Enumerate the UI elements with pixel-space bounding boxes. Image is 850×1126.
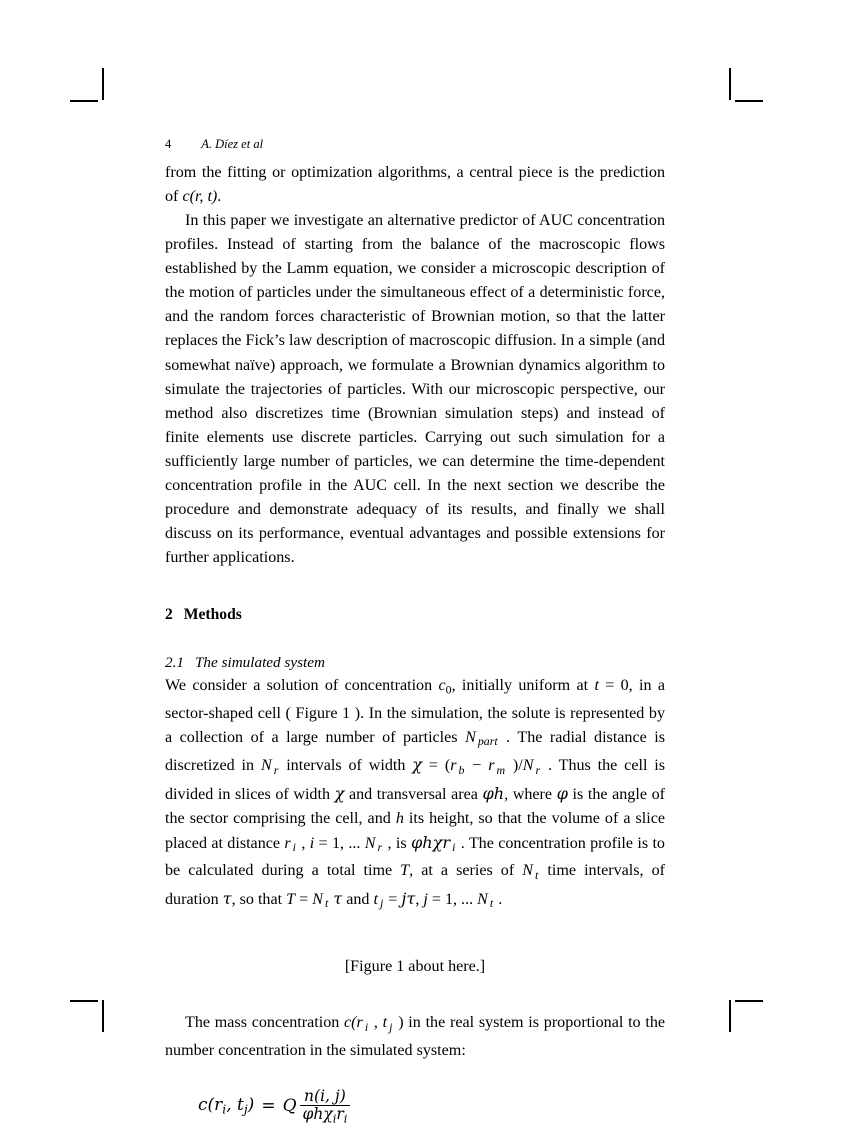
inline-math-r: r [488, 757, 495, 775]
inline-math-t: t [373, 890, 378, 908]
inline-math-r: r [284, 834, 291, 852]
text-run: , so that [231, 890, 287, 908]
text-run: intervals of width [279, 757, 413, 775]
text-run: its height, so that the volume of a slice placed at distance [165, 809, 665, 852]
crop-mark-top-right [729, 68, 763, 102]
text-run: , at a series of [409, 862, 523, 880]
inline-math-N: N [260, 757, 272, 775]
text-run: . [494, 890, 503, 908]
inline-math-tau: τ [222, 888, 232, 908]
crop-mark-vertical-rule [102, 68, 104, 100]
inline-math-N: N [465, 728, 476, 746]
figure-placeholder-note: [Figure 1 about here.] [344, 958, 486, 976]
text-run: and [342, 890, 374, 908]
paragraph-continuation-period: . [217, 187, 222, 205]
equation-r-subscript-i: i [222, 1103, 227, 1118]
text-run: − [465, 757, 489, 775]
equation-equals-sign: = [261, 1096, 276, 1117]
text-run: = 1, ... [427, 890, 478, 908]
text-run: , [369, 1014, 383, 1032]
inline-math-t-subscript-j: j [389, 1019, 393, 1034]
inline-math-t: t [382, 1014, 388, 1032]
text-run: = [295, 890, 313, 908]
subsection-heading-simulated-system [165, 652, 665, 674]
crop-mark-vertical-rule [729, 68, 731, 100]
text-run: , [296, 834, 310, 852]
inline-math-T: T [286, 890, 296, 908]
text-run: . The concentration profile is to be calculated during a total time [165, 834, 665, 880]
equation-r: r [214, 1095, 223, 1116]
equation-denominator-phi-h-chi: φhχ [302, 1105, 333, 1124]
subsection-title: The simulated system [194, 654, 325, 672]
section-title: Methods [183, 606, 242, 624]
inline-math-N: N [477, 890, 488, 908]
text-run: = 0, in a sector-shaped cell ( Figure 1 ). In the simulation, the solute is represented by a collection of a large number of particles [165, 677, 666, 746]
paragraph-mass-concentration [165, 1011, 665, 1063]
page-content [165, 138, 665, 1125]
crop-mark-bottom-right [729, 1000, 763, 1034]
crop-mark-horizontal-rule [70, 100, 98, 102]
text-run: )/ [506, 757, 523, 775]
running-head-authors: A. Díez et al [201, 137, 264, 151]
equation-numerator: n(i, j) [304, 1086, 346, 1105]
inline-math-j-tau: jτ [401, 888, 416, 908]
inline-math-r-subscript-i: i [452, 840, 456, 855]
inline-math-T: T [400, 862, 410, 880]
running-head [165, 138, 665, 152]
equation-c-open: c( [198, 1095, 215, 1116]
text-run: = 1, ... [314, 834, 365, 852]
paragraph-intro-summary: In this paper we investigate an alternative predictor of AUC concentration profiles. Instead of starting from the balance of the macroscopic flows established by the Lamm equation, we consider a microscopic description of the motion of particles under the simultaneous effect of a deterministic force, and the random forces characteristic of Brownian motion, so that the latter replaces the Fick’s law description of macroscopic diffusion. In a simple (and somewhat naïve) approach, we formulate a Brownian dynamics algorithm to simulate the trajectories of particles. With our microscopic perspective, our method also discretizes time (Brownian simulation steps) and instead of finite elements use discrete particles. Carrying out such simulation for a sufficiently large number of particles, we can determine the time-dependent concentration profile in the AUC cell. In the next section we describe the procedure and demonstrate adequacy of its results, and finally we shall discuss on its performance, eventual advantages and possible extensions for further applications. [165, 211, 665, 567]
inline-math-t: t [594, 677, 599, 695]
crop-mark-horizontal-rule [735, 100, 763, 102]
inline-math-N-subscript-t: t [535, 867, 539, 882]
inline-math-N-subscript-t: t [324, 896, 329, 911]
equation-fraction [300, 1086, 351, 1126]
inline-math-N: N [522, 862, 534, 880]
inline-math-j: j [423, 890, 428, 908]
section-number: 2 [165, 606, 173, 624]
inline-math-phi-h: φh [482, 783, 505, 803]
text-run: ) in the real system is proportional to the number concentration in the simulated system: [165, 1014, 666, 1059]
equation-left-hand-side [198, 1097, 254, 1116]
text-run: . The radial distance is discretized in [165, 728, 665, 775]
text-run: time intervals, of duration [165, 862, 665, 908]
equation-close-paren: ) [247, 1095, 255, 1116]
inline-math-r-subscript-b: b [458, 762, 465, 777]
text-run: , is [383, 834, 411, 852]
inline-math-r: r [356, 1014, 363, 1032]
text-run: , where [504, 785, 557, 803]
text-run: We consider a solution of concentration [165, 677, 439, 695]
inline-math-N-subscript-part: part [477, 734, 498, 749]
inline-math-N-subscript-r: r [535, 762, 541, 777]
inline-math-N-subscript-r: r [377, 840, 383, 855]
equation-denominator [300, 1106, 351, 1125]
equation-chi-subscript-i: i [332, 1112, 337, 1126]
equation-r-subscript-i: i [343, 1112, 348, 1126]
crop-mark-vertical-rule [729, 1000, 731, 1032]
text-run: = [384, 890, 402, 908]
equation-denominator-r: r [336, 1105, 344, 1124]
crop-mark-horizontal-rule [735, 1000, 763, 1002]
crop-mark-vertical-rule [102, 1000, 104, 1032]
page-folio-number: 4 [165, 137, 172, 151]
text-run: = ( [422, 757, 451, 775]
inline-math-tau: τ [333, 888, 343, 908]
text-run: is the angle of the sector comprising the cell, and [165, 785, 665, 827]
inline-math-r-subscript-m: m [496, 762, 506, 777]
inline-math-c-r-t: c(r, t) [182, 187, 218, 205]
inline-math-c-subscript: 0 [445, 682, 452, 697]
subsection-number: 2.1 [165, 654, 184, 672]
inline-math-t-subscript-j: j [379, 896, 384, 911]
inline-math-N: N [522, 757, 534, 775]
paragraph-continuation [165, 161, 665, 209]
inline-math-chi: χ [334, 783, 345, 803]
inline-math-N-subscript-t: t [489, 896, 494, 911]
inline-math-c-open: c( [344, 1014, 357, 1032]
inline-math-N: N [364, 834, 376, 852]
inline-math-h: h [395, 809, 404, 827]
inline-math-r-subscript-i: i [292, 840, 296, 855]
text-run: The mass concentration [185, 1014, 345, 1032]
equation-comma: , [226, 1095, 238, 1116]
crop-mark-bottom-left [70, 1000, 104, 1034]
display-equation-concentration [165, 1086, 665, 1126]
section-heading-methods [165, 604, 665, 626]
paragraph-continuation-tail: of [165, 187, 183, 205]
equation-t-subscript-j: j [243, 1103, 248, 1118]
inline-math-r: r [450, 757, 457, 775]
paragraph-continuation-text: from the fitting or optimization algorithms, a central piece is the prediction [165, 163, 665, 181]
inline-math-c: c [438, 677, 446, 695]
crop-mark-horizontal-rule [70, 1000, 98, 1002]
text-run: . Thus the cell is divided in slices of width [165, 757, 666, 803]
inline-math-i: i [309, 834, 315, 852]
inline-math-r-subscript-i: i [364, 1019, 369, 1034]
inline-math-chi: χ [412, 755, 423, 775]
crop-mark-top-left [70, 68, 104, 102]
equation-Q-factor: Q [282, 1096, 297, 1117]
text-run: , [415, 890, 424, 908]
inline-math-phi-h-chi-r: φhχr [411, 832, 451, 852]
inline-math-N-subscript-r: r [273, 762, 279, 777]
inline-math-N: N [312, 890, 323, 908]
inline-math-phi: φ [556, 783, 568, 803]
equation-row [198, 1086, 350, 1126]
paragraph-simulated-system [165, 674, 665, 915]
equation-t: t [237, 1095, 244, 1116]
text-run: , initially uniform at [451, 677, 595, 695]
text-run: and transversal area [344, 785, 483, 803]
